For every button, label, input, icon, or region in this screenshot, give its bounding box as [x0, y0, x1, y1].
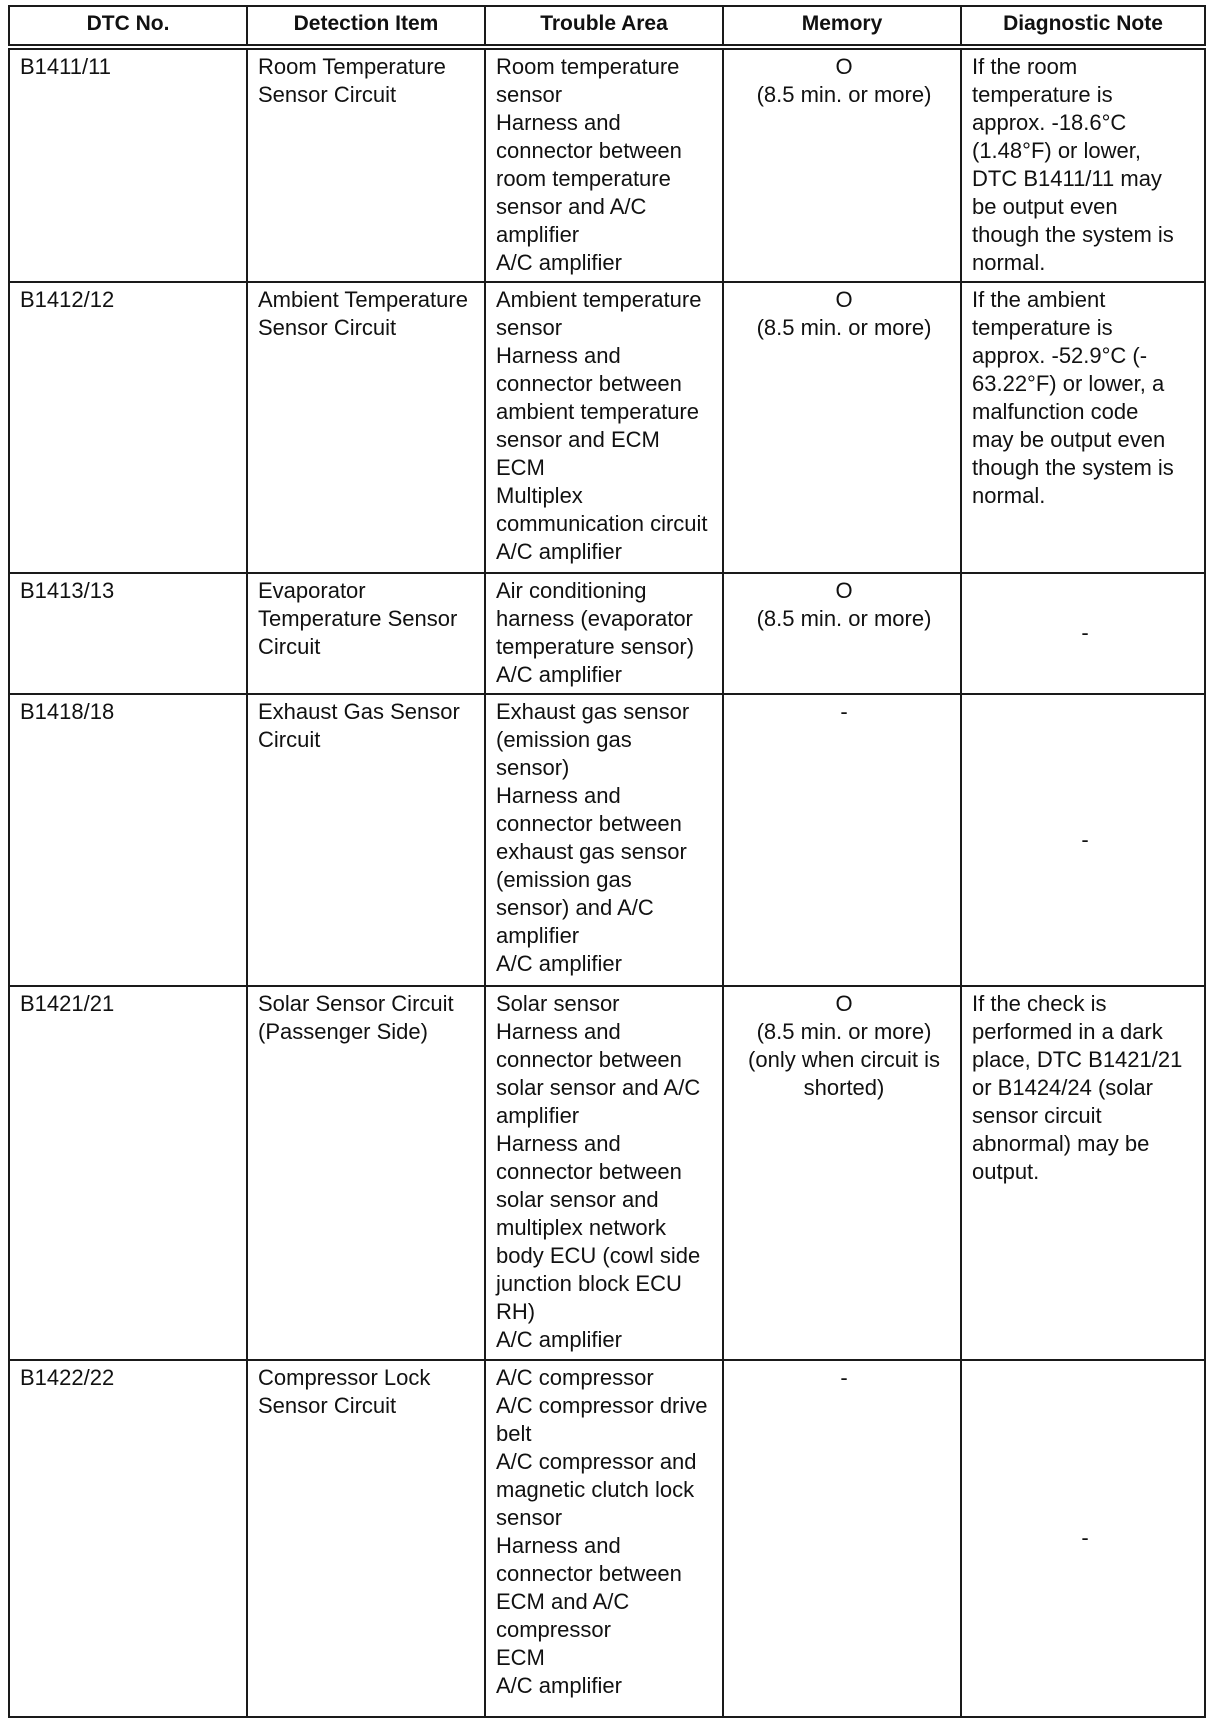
detection-line: Circuit	[258, 634, 321, 659]
trouble-line: Harness and	[496, 1019, 621, 1044]
trouble-line: ambient temperature	[496, 399, 699, 424]
memory-circle-icon: O	[835, 578, 853, 603]
trouble-line: Ambient temperature	[496, 287, 702, 312]
trouble-line: connector between	[496, 371, 682, 396]
memory-text: (8.5 min. or more)	[756, 1019, 932, 1044]
trouble-line: ECM and A/C	[496, 1589, 630, 1614]
trouble-line: solar sensor and A/C	[496, 1075, 701, 1100]
table-row	[9, 47, 1205, 282]
trouble-area	[485, 1360, 723, 1717]
table-row	[9, 694, 1205, 986]
trouble-line: A/C compressor	[496, 1365, 654, 1390]
header-memory: Memory	[723, 6, 961, 47]
note-line: performed in a dark	[972, 1019, 1163, 1044]
trouble-line: A/C amplifier	[496, 951, 622, 976]
note-line: approx. -18.6°C	[972, 110, 1127, 135]
trouble-line: sensor)	[496, 755, 570, 780]
header-dtc-no: DTC No.	[9, 6, 247, 47]
detection-line: Ambient Temperature	[258, 287, 468, 312]
detection-item	[247, 282, 485, 573]
trouble-line: (emission gas	[496, 867, 632, 892]
table-row	[9, 573, 1205, 694]
note-line: approx. -52.9°C (-	[972, 343, 1148, 368]
trouble-line: amplifier	[496, 1103, 580, 1128]
trouble-line: harness (evaporator	[496, 606, 693, 631]
detection-item	[247, 47, 485, 282]
trouble-line: magnetic clutch lock	[496, 1477, 695, 1502]
dtc-code: B1422/22	[9, 1360, 247, 1717]
detection-line: Sensor Circuit	[258, 82, 397, 107]
detection-line: Compressor Lock	[258, 1365, 431, 1390]
detection-line: Temperature Sensor	[258, 606, 458, 631]
trouble-line: A/C amplifier	[496, 662, 622, 687]
trouble-line: sensor	[496, 315, 563, 340]
trouble-line: A/C amplifier	[496, 1327, 622, 1352]
detection-line: Sensor Circuit	[258, 1393, 397, 1418]
header-trouble-area: Trouble Area	[485, 6, 723, 47]
dtc-code: B1411/11	[9, 47, 247, 282]
memory-text: (8.5 min. or more)	[756, 606, 932, 631]
memory-circle-icon: O	[835, 54, 853, 79]
table-row	[9, 282, 1205, 573]
empty-dash: -	[1081, 1525, 1089, 1550]
trouble-line: ECM	[496, 455, 545, 480]
memory-text: (only when circuit is	[748, 1047, 940, 1072]
trouble-line: A/C amplifier	[496, 539, 622, 564]
memory-circle-icon: O	[835, 287, 853, 312]
detection-line: (Passenger Side)	[258, 1019, 428, 1044]
memory-text: shorted)	[803, 1075, 885, 1100]
diagnostic-note	[961, 573, 1205, 694]
diagnostic-note	[961, 282, 1205, 573]
table-header-row	[9, 6, 1205, 47]
trouble-line: room temperature	[496, 166, 671, 191]
note-line: temperature is	[972, 315, 1113, 340]
trouble-line: A/C amplifier	[496, 250, 622, 275]
note-line: sensor circuit	[972, 1103, 1102, 1128]
trouble-line: junction block ECU	[496, 1271, 682, 1296]
trouble-line: Harness and	[496, 783, 621, 808]
trouble-line: compressor	[496, 1617, 611, 1642]
trouble-line: A/C compressor drive	[496, 1393, 708, 1418]
detection-line: Evaporator	[258, 578, 366, 603]
detection-line: Room Temperature	[258, 54, 446, 79]
trouble-area	[485, 47, 723, 282]
trouble-line: body ECU (cowl side	[496, 1243, 701, 1268]
trouble-line: A/C amplifier	[496, 1673, 622, 1698]
trouble-area	[485, 986, 723, 1360]
trouble-line: connector between	[496, 811, 682, 836]
note-line: If the room	[972, 54, 1078, 79]
detection-item	[247, 573, 485, 694]
trouble-line: Exhaust gas sensor	[496, 699, 690, 724]
note-line: though the system is	[972, 455, 1174, 480]
note-line: place, DTC B1421/21	[972, 1047, 1183, 1072]
trouble-area	[485, 573, 723, 694]
trouble-line: amplifier	[496, 222, 580, 247]
diagnostic-note	[961, 986, 1205, 1360]
memory-cell	[723, 1360, 961, 1717]
trouble-line: sensor) and A/C	[496, 895, 654, 920]
note-line: 63.22°F) or lower, a	[972, 371, 1165, 396]
trouble-line: sensor	[496, 82, 563, 107]
note-line: or B1424/24 (solar	[972, 1075, 1153, 1100]
memory-cell	[723, 282, 961, 573]
memory-cell	[723, 47, 961, 282]
trouble-line: solar sensor and	[496, 1187, 659, 1212]
trouble-line: Multiplex	[496, 483, 583, 508]
dtc-code: B1421/21	[9, 986, 247, 1360]
diagnostic-note	[961, 47, 1205, 282]
trouble-line: sensor	[496, 1505, 563, 1530]
dtc-code: B1413/13	[9, 573, 247, 694]
note-line: DTC B1411/11 may	[972, 166, 1162, 191]
note-line: output.	[972, 1159, 1040, 1184]
trouble-line: Harness and	[496, 343, 621, 368]
trouble-line: sensor and ECM	[496, 427, 660, 452]
note-line: abnormal) may be	[972, 1131, 1150, 1156]
dtc-code: B1418/18	[9, 694, 247, 986]
table-row	[9, 986, 1205, 1360]
trouble-line: temperature sensor)	[496, 634, 695, 659]
detection-line: Sensor Circuit	[258, 315, 397, 340]
trouble-line: connector between	[496, 1159, 682, 1184]
trouble-line: RH)	[496, 1299, 536, 1324]
empty-dash: -	[840, 1365, 848, 1390]
memory-circle-icon: O	[835, 991, 853, 1016]
memory-cell	[723, 986, 961, 1360]
note-line: may be output even	[972, 427, 1166, 452]
empty-dash: -	[1081, 826, 1089, 852]
detection-line: Circuit	[258, 727, 321, 752]
memory-text: (8.5 min. or more)	[756, 82, 932, 107]
trouble-line: Room temperature	[496, 54, 680, 79]
detection-line: Exhaust Gas Sensor	[258, 699, 460, 724]
trouble-area	[485, 694, 723, 986]
memory-cell	[723, 694, 961, 986]
note-line: If the ambient	[972, 287, 1106, 312]
trouble-area	[485, 282, 723, 573]
note-line: (1.48°F) or lower,	[972, 138, 1141, 163]
header-detection-item: Detection Item	[247, 6, 485, 47]
trouble-line: connector between	[496, 1561, 682, 1586]
trouble-line: connector between	[496, 138, 682, 163]
note-line: though the system is	[972, 222, 1174, 247]
note-line: If the check is	[972, 991, 1107, 1016]
table-row	[9, 1360, 1205, 1717]
memory-text: (8.5 min. or more)	[756, 315, 932, 340]
trouble-line: Harness and	[496, 110, 621, 135]
dtc-table	[8, 5, 1206, 1718]
detection-item	[247, 694, 485, 986]
trouble-line: (emission gas	[496, 727, 632, 752]
trouble-line: ECM	[496, 1645, 545, 1670]
note-line: normal.	[972, 250, 1046, 275]
trouble-line: connector between	[496, 1047, 682, 1072]
detection-item	[247, 1360, 485, 1717]
empty-dash: -	[840, 699, 848, 724]
empty-dash: -	[1081, 620, 1089, 645]
trouble-line: A/C compressor and	[496, 1449, 697, 1474]
trouble-line: Harness and	[496, 1533, 621, 1558]
dtc-code: B1412/12	[9, 282, 247, 573]
trouble-line: communication circuit	[496, 511, 708, 536]
trouble-line: multiplex network	[496, 1215, 666, 1240]
header-diagnostic-note: Diagnostic Note	[961, 6, 1205, 47]
note-line: malfunction code	[972, 399, 1139, 424]
diagnostic-note	[961, 1360, 1205, 1717]
trouble-line: amplifier	[496, 923, 580, 948]
trouble-line: exhaust gas sensor	[496, 839, 687, 864]
trouble-line: Air conditioning	[496, 578, 647, 603]
trouble-line: sensor and A/C	[496, 194, 647, 219]
trouble-line: belt	[496, 1421, 532, 1446]
trouble-line: Solar sensor	[496, 991, 620, 1016]
note-line: temperature is	[972, 82, 1113, 107]
note-line: be output even	[972, 194, 1118, 219]
trouble-line: Harness and	[496, 1131, 621, 1156]
diagnostic-note	[961, 694, 1205, 986]
detection-line: Solar Sensor Circuit	[258, 991, 454, 1016]
detection-item	[247, 986, 485, 1360]
note-line: normal.	[972, 483, 1046, 508]
memory-cell	[723, 573, 961, 694]
